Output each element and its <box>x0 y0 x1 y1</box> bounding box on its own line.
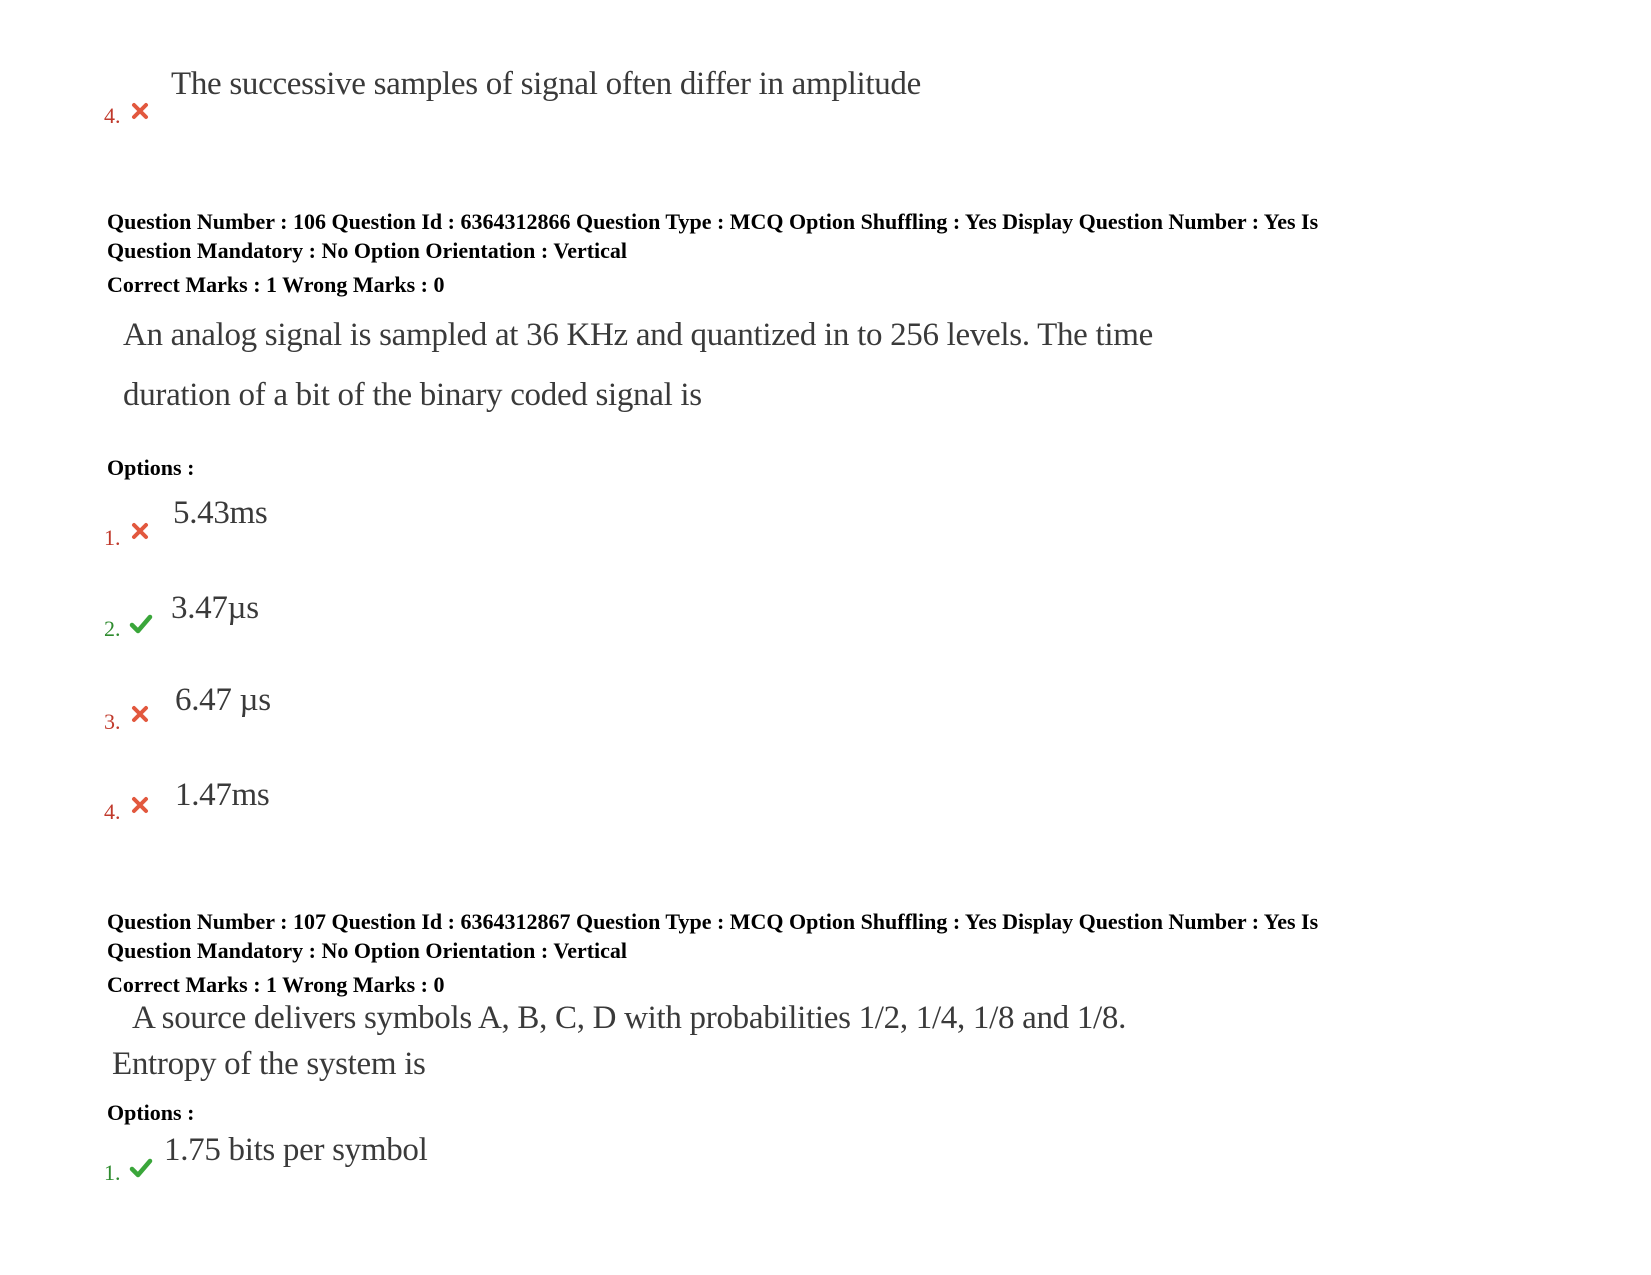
meta-line-2: Question Mandatory : No Option Orientation : Vertical <box>107 938 628 963</box>
option-text: 1.75 bits per symbol <box>164 1132 428 1168</box>
question-text-line-2: Entropy of the system is <box>112 1046 426 1082</box>
options-label: Options : <box>107 455 195 480</box>
option-text: 6.47 µs <box>175 682 271 718</box>
option-number: 1. <box>104 525 121 550</box>
meta-line-1: Question Number : 106 Question Id : 6364312866 Question Type : MCQ Option Shuffling : Yes Display Question Number : Yes Is <box>107 209 1319 234</box>
marks-line: Correct Marks : 1 Wrong Marks : 0 <box>107 272 445 297</box>
question-meta <box>107 207 1557 265</box>
option-text: 1.47ms <box>175 777 270 813</box>
option-text: 5.43ms <box>173 495 268 531</box>
options-label: Options : <box>107 1100 195 1125</box>
meta-line-1: Question Number : 107 Question Id : 6364312867 Question Type : MCQ Option Shuffling : Yes Display Question Number : Yes Is <box>107 909 1319 934</box>
option-number: 4. <box>104 103 121 128</box>
check-icon <box>129 1157 153 1179</box>
option-number: 1. <box>104 1160 121 1185</box>
option-number: 4. <box>104 799 121 824</box>
question-text-line-1: A source delivers symbols A, B, C, D with probabilities 1/2, 1/4, 1/8 and 1/8. <box>132 1000 1127 1036</box>
question-text-line-1: An analog signal is sampled at 36 KHz and quantized in to 256 levels. The time <box>123 317 1153 353</box>
cross-icon <box>130 101 150 121</box>
cross-icon <box>130 704 150 724</box>
marks-line: Correct Marks : 1 Wrong Marks : 0 <box>107 972 445 997</box>
option-number: 3. <box>104 709 121 734</box>
check-icon <box>129 613 153 635</box>
question-text-line-2: duration of a bit of the binary coded signal is <box>123 377 702 413</box>
meta-line-2: Question Mandatory : No Option Orientation : Vertical <box>107 238 628 263</box>
cross-icon <box>130 795 150 815</box>
option-text: 3.47µs <box>171 590 259 626</box>
option-text: The successive samples of signal often differ in amplitude <box>171 66 921 102</box>
question-meta <box>107 907 1557 965</box>
cross-icon <box>130 521 150 541</box>
option-number: 2. <box>104 616 121 641</box>
